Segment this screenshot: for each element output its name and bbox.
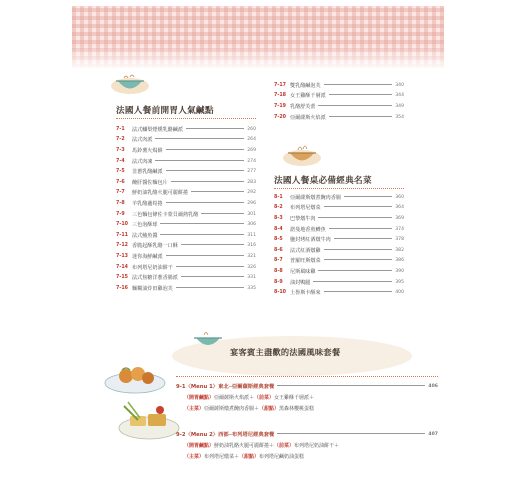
course-tag: （主菜）: [184, 406, 205, 412]
course-dish: 布列塔尼奶油餅干＋: [294, 443, 340, 449]
toc-entry[interactable]: [116, 156, 256, 167]
toc-leader-line: [329, 116, 393, 117]
toc-entry-page: 316: [247, 243, 256, 249]
toc-entry-number: 8-4: [274, 226, 283, 232]
toc-entry[interactable]: [274, 266, 404, 277]
toc-entry-number: 8-6: [274, 247, 283, 253]
toc-entry-number: 7-3: [116, 147, 125, 153]
course-tag: （開胃鹹點）: [184, 443, 215, 449]
toc-entry-title: 鮮奶油乳酪火腿可麗餅捲: [132, 190, 189, 197]
toc-entry-number: 7-9: [116, 211, 125, 217]
toc-leader-line: [186, 128, 244, 129]
toc-entry-title: 醃肝醬佐麵包片: [132, 179, 168, 186]
toc-entry-title: 亞爾薩斯火焰派: [290, 114, 326, 121]
toc-entry[interactable]: [116, 272, 256, 283]
toc-entry-number: 8-10: [274, 290, 287, 296]
toc-entry-number: 7-12: [116, 243, 129, 249]
toc-leader-line: [155, 138, 244, 139]
toc-entry-number: 7-8: [116, 200, 125, 206]
toc-leader-line: [166, 202, 245, 203]
section-title-appetizers: 法國人餐前開胃人氣鹹點: [116, 106, 214, 116]
toc-entry-number: 7-16: [116, 285, 129, 291]
toc-leader-line: [277, 385, 425, 386]
header-fade: [72, 46, 444, 70]
toc-entry-page: 335: [247, 285, 256, 291]
toc-entry[interactable]: [116, 198, 256, 209]
toc-entry-page: 390: [395, 268, 404, 274]
toc-entry[interactable]: [274, 112, 404, 123]
toc-entry-page: 382: [395, 247, 404, 253]
toc-leader-line: [324, 291, 393, 292]
menu-page: 407: [428, 431, 438, 437]
toc-leader-line: [329, 94, 393, 95]
toc-entry-number: 7-20: [274, 114, 287, 120]
toc-entry[interactable]: [116, 219, 256, 230]
toc-entry-page: 292: [247, 190, 256, 196]
toc-leader-line: [181, 276, 244, 277]
toc-leader-line: [160, 223, 244, 224]
menu-course-line: [184, 442, 339, 449]
toc-entry-number: 7-17: [274, 82, 287, 88]
toc-entry[interactable]: [116, 177, 256, 188]
toc-entry-page: 360: [395, 194, 404, 200]
book-page: [72, 6, 444, 490]
course-dish: 布列塔尼燉菜＋: [204, 454, 240, 460]
menu-heading-text: 9-1〈Menu 1〉東北─亞爾薩斯經典套餐: [176, 384, 275, 390]
toc-entry-number: 7-1: [116, 126, 125, 132]
toc-leader-line: [313, 281, 392, 282]
toc-entry-title: 羊乳酪蘆筍捲: [132, 200, 163, 207]
toc-entry-title: 迷你海鮮鹹派: [132, 253, 163, 260]
toc-entry-page: 283: [247, 179, 256, 185]
toc-entry[interactable]: [116, 145, 256, 156]
toc-leader-line: [324, 259, 393, 260]
toc-entry-title: 布列塔尼奶油餅干: [132, 264, 173, 271]
title-underline: [116, 118, 256, 119]
toc-entry-title: 亞爾薩斯燉煮醃肉香腸: [290, 194, 341, 201]
toc-entry[interactable]: [116, 262, 256, 273]
toc-entry-title: 法式肉派: [132, 137, 153, 144]
toc-leader-line: [201, 213, 244, 214]
toc-leader-line: [329, 228, 393, 229]
toc-entry-page: 349: [395, 103, 404, 109]
toc-entry[interactable]: [274, 80, 404, 91]
course-dish: 女王雞酥千層派＋: [274, 395, 315, 401]
course-dish: 亞爾薩斯燉煮醃肉香腸＋: [204, 406, 260, 412]
toc-entry-page: 296: [247, 200, 256, 206]
toc-entry-title: 法式焦糖洋蔥香腸派: [132, 275, 178, 282]
toc-entry-number: 7-2: [116, 137, 125, 143]
toc-leader-line: [166, 170, 245, 171]
toc-leader-line: [155, 160, 244, 161]
menu-course-line: [184, 394, 314, 401]
steaming-bowl-icon: [280, 142, 324, 168]
toc-entry-title: 乳酪舒芙蕾: [290, 103, 316, 110]
toc-entry[interactable]: [116, 135, 256, 146]
toc-entry-title: 鹽封烤紅酒燉牛肉: [290, 237, 331, 244]
toc-entry-title: 三色泡酥球: [132, 222, 158, 229]
toc-list-appetizers: [116, 124, 256, 294]
menu-list: [176, 382, 438, 472]
course-dish: 布列塔尼鹹奶油蛋糕: [259, 454, 305, 460]
toc-entry-title: 尼斯風味雞: [290, 268, 316, 275]
toc-entry-number: 7-6: [116, 179, 125, 185]
bowl-icon: [108, 72, 152, 96]
toc-entry-title: 諾曼地香煎鱒魚: [290, 226, 326, 233]
toc-entry-number: 7-18: [274, 93, 287, 99]
toc-leader-line: [166, 149, 245, 150]
toc-entry-number: 7-15: [116, 275, 129, 281]
menu-heading[interactable]: [176, 430, 438, 438]
menu-course-line: [184, 453, 304, 460]
toc-entry-page: 311: [247, 232, 256, 238]
toc-leader-line: [181, 244, 244, 245]
toc-entry-page: 301: [247, 211, 256, 217]
menu-page: 406: [428, 383, 438, 389]
toc-entry-number: 7-4: [116, 158, 125, 164]
toc-entry[interactable]: [116, 251, 256, 262]
toc-entry-number: 7-5: [116, 169, 125, 175]
toc-leader-line: [176, 287, 244, 288]
menu-course-line: [184, 405, 314, 412]
toc-entry-page: 260: [247, 126, 256, 132]
toc-entry-title: 普羅旺斯燉菜: [290, 258, 321, 265]
toc-entry-page: 354: [395, 114, 404, 120]
menu-heading[interactable]: [176, 382, 438, 390]
toc-entry-page: 364: [395, 205, 404, 211]
course-tag: （前菜）: [254, 395, 275, 401]
toc-entry-title: 法式鱷梨煙燻乳酪鹹派: [132, 126, 183, 133]
toc-entry[interactable]: [116, 188, 256, 199]
toc-entry-title: 馬鈴薯火焗餅: [132, 147, 163, 154]
toc-leader-line: [171, 181, 245, 182]
toc-entry-number: 8-2: [274, 205, 283, 211]
toc-leader-line: [318, 270, 392, 271]
toc-entry-page: 274: [247, 158, 256, 164]
toc-entry-page: 378: [395, 237, 404, 243]
toc-entry-page: 264: [247, 137, 256, 143]
toc-entry-title: 法式鮪魚醬: [132, 232, 158, 239]
toc-entry-title: 法式肉凍: [132, 158, 153, 165]
dish-illustration: [116, 394, 182, 442]
menu-heading-text: 9-2〈Menu 2〉西部─布列塔尼經典套餐: [176, 432, 275, 438]
course-dish: 亞爾薩斯火焰派＋: [214, 395, 255, 401]
toc-leader-line: [344, 196, 392, 197]
toc-entry-page: 395: [395, 279, 404, 285]
course-tag: （甜點）: [259, 406, 280, 412]
toc-entry-title: 雙乳酪鹹泡芙: [290, 82, 321, 89]
course-tag: （主菜）: [184, 454, 205, 460]
toc-entry[interactable]: [274, 101, 404, 112]
toc-list-appetizers-continued: [274, 80, 404, 122]
toc-entry-page: 400: [395, 290, 404, 296]
toc-leader-line: [176, 266, 244, 267]
bowl-icon: [190, 328, 226, 352]
toc-entry-number: 7-11: [116, 232, 129, 238]
toc-entry-page: 269: [247, 147, 256, 153]
course-tag: （甜點）: [239, 454, 260, 460]
toc-entry-number: 8-9: [274, 279, 283, 285]
course-tag: （前菜）: [274, 443, 295, 449]
toc-leader-line: [277, 433, 425, 434]
menu-divider: [176, 376, 438, 377]
toc-entry-number: 7-13: [116, 253, 129, 259]
toc-entry-number: 7-19: [274, 103, 287, 109]
toc-entry-title: 麵糊油炸田雞泡芙: [132, 285, 173, 292]
toc-entry-page: 277: [247, 169, 256, 175]
toc-leader-line: [334, 238, 392, 239]
toc-entry-page: 326: [247, 264, 256, 270]
toc-entry-title: 油封鴨腿: [290, 279, 311, 286]
toc-entry-title: 布列塔尼燉菜: [290, 205, 321, 212]
toc-leader-line: [318, 105, 392, 106]
toc-entry-number: 8-1: [274, 194, 283, 200]
toc-entry-page: 369: [395, 215, 404, 221]
course-tag: （開胃鹹點）: [184, 395, 215, 401]
toc-entry-page: 331: [247, 275, 256, 281]
toc-entry[interactable]: [274, 91, 404, 102]
toc-entry-title: 韭蔥乳酪鹹派: [132, 169, 163, 176]
toc-entry[interactable]: [274, 245, 404, 256]
toc-entry[interactable]: [116, 241, 256, 252]
toc-entry-title: 巴黎燉牛肉: [290, 215, 316, 222]
toc-entry[interactable]: [274, 277, 404, 288]
toc-entry[interactable]: [116, 124, 256, 135]
toc-leader-line: [318, 217, 392, 218]
section-title-menus: 宴客賓主盡歡的法國風味套餐: [230, 347, 341, 357]
toc-entry[interactable]: [274, 192, 404, 203]
toc-entry[interactable]: [274, 256, 404, 267]
toc-leader-line: [324, 249, 393, 250]
toc-entry-page: 306: [247, 222, 256, 228]
toc-entry[interactable]: [116, 166, 256, 177]
toc-entry[interactable]: [116, 283, 256, 294]
course-dish: 鮮奶油乳酪火腿可麗餅捲＋: [214, 443, 275, 449]
toc-entry-title: 女王雞酥千層派: [290, 93, 326, 100]
course-dish: 黑森林櫻桃蛋糕: [279, 406, 315, 412]
toc-entry-page: 344: [395, 93, 404, 99]
toc-entry-number: 8-8: [274, 268, 283, 274]
toc-entry-number: 8-7: [274, 258, 283, 264]
toc-entry[interactable]: [274, 234, 404, 245]
toc-entry-title: 香脆起酥乳酪一口酥: [132, 243, 178, 250]
toc-entry-number: 7-10: [116, 222, 129, 228]
toc-leader-line: [191, 191, 244, 192]
dish-illustration: [102, 356, 168, 396]
toc-entry-page: 321: [247, 253, 256, 259]
toc-entry[interactable]: [274, 203, 404, 214]
toc-leader-line: [166, 255, 245, 256]
toc-entry-page: 386: [395, 258, 404, 264]
toc-entry-title: 法式紅酒燉雞: [290, 247, 321, 254]
toc-leader-line: [160, 234, 244, 235]
toc-entry[interactable]: [274, 287, 404, 298]
toc-entry-page: 374: [395, 226, 404, 232]
toc-leader-line: [324, 206, 393, 207]
toc-list-classics: [274, 192, 404, 298]
toc-entry[interactable]: [274, 213, 404, 224]
toc-leader-line: [324, 84, 393, 85]
toc-entry[interactable]: [116, 209, 256, 220]
toc-entry-title: 土魯斯卡酥來: [290, 290, 321, 297]
toc-entry-title: 三色麵包條佐卡蒙貝爾熱乳酪: [132, 211, 199, 218]
toc-entry-page: 340: [395, 82, 404, 88]
toc-entry[interactable]: [116, 230, 256, 241]
section-title-classics: 法國人餐桌必備經典名菜: [274, 176, 372, 186]
toc-entry[interactable]: [274, 224, 404, 235]
toc-entry-number: 7-14: [116, 264, 129, 270]
toc-entry-number: 8-3: [274, 215, 283, 221]
toc-entry-number: 8-5: [274, 237, 283, 243]
toc-entry-number: 7-7: [116, 190, 125, 196]
title-underline: [274, 188, 404, 189]
